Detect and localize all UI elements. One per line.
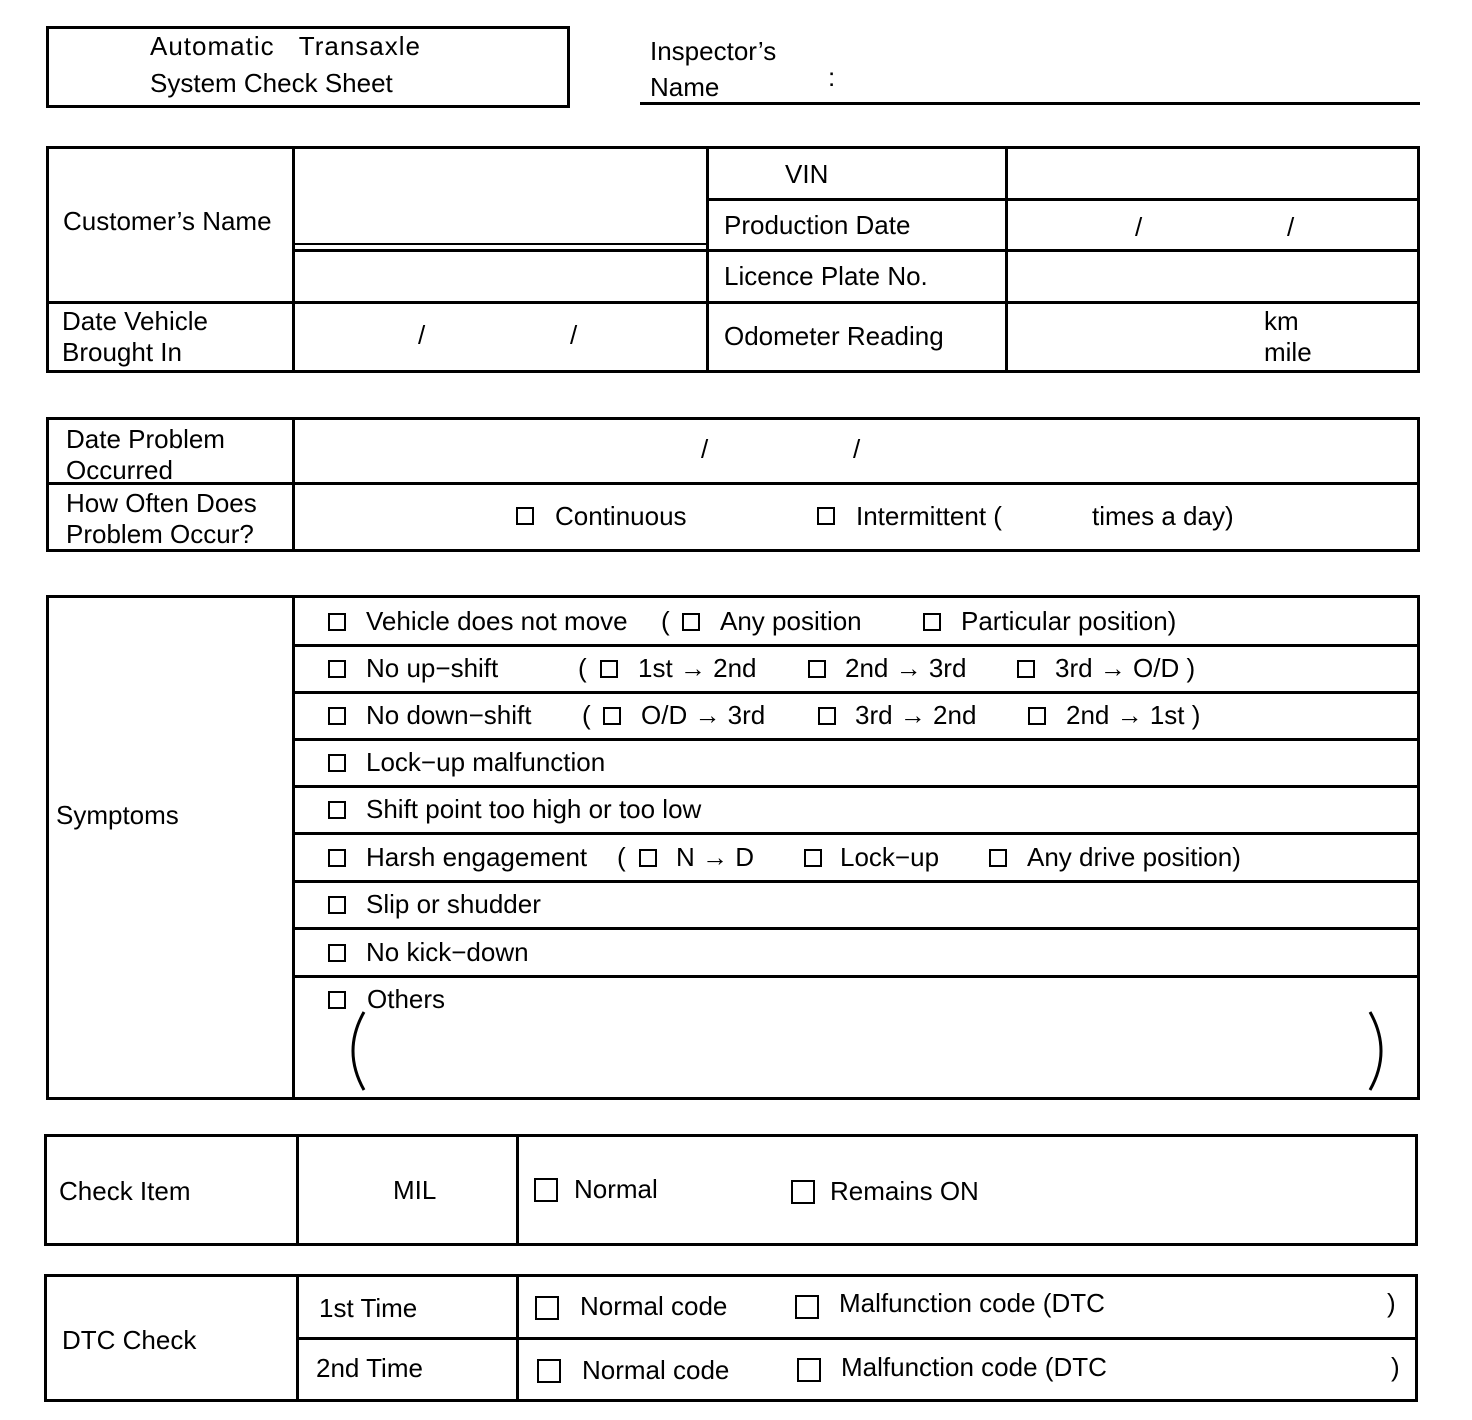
odometer-input[interactable] xyxy=(1012,310,1256,368)
date-brought-label-line2: Brought In xyxy=(62,337,182,367)
form-title-line2: System Check Sheet xyxy=(150,68,393,98)
upshift-3rd-od-label: 3rd → O/D ) xyxy=(1055,653,1196,683)
date-brought-label-line1: Date Vehicle xyxy=(62,306,208,336)
symptom-shift-point-label: Shift point too high or too low xyxy=(366,794,702,824)
dtc-second-normal-label: Normal code xyxy=(582,1355,730,1385)
dtc-second-normal-checkbox[interactable] xyxy=(537,1359,561,1383)
symptom-no-move-label: Vehicle does not move xyxy=(366,606,628,636)
harsh-open-paren: ( xyxy=(617,842,626,872)
upshift-2nd-3rd-label: 2nd → 3rd xyxy=(845,653,967,683)
production-date-label: Production Date xyxy=(724,210,911,240)
symptom-slip-label: Slip or shudder xyxy=(366,889,541,919)
frequency-label-line2: Problem Occur? xyxy=(66,519,254,549)
date-brought-slash-1: / xyxy=(418,320,426,350)
inspector-colon: : xyxy=(828,62,836,92)
symptoms-label: Symptoms xyxy=(56,800,179,830)
dtc-second-time-label: 2nd Time xyxy=(316,1353,423,1383)
form-title-line1: Automatic Transaxle xyxy=(150,31,421,61)
harsh-lockup-checkbox[interactable] xyxy=(804,849,822,867)
vin-input[interactable] xyxy=(1012,152,1416,196)
inspector-label-line2: Name xyxy=(650,72,720,102)
frequency-label-line1: How Often Does xyxy=(66,488,257,518)
mil-normal-checkbox[interactable] xyxy=(534,1178,558,1202)
symptom-kickdown-label: No kick−down xyxy=(366,937,529,967)
others-input[interactable] xyxy=(372,1024,1366,1082)
date-problem-slash-1: / xyxy=(701,434,709,464)
harsh-lockup-label: Lock−up xyxy=(840,842,940,872)
dtc-first-time-label: 1st Time xyxy=(319,1293,418,1323)
production-date-slash-2: / xyxy=(1287,212,1295,242)
inspector-label-line1: Inspector’s xyxy=(650,36,777,66)
symptom-others-label: Others xyxy=(367,984,446,1014)
dtc-first-normal-checkbox[interactable] xyxy=(535,1296,559,1320)
inspector-underline xyxy=(640,102,1420,105)
symptom-no-move-open-paren: ( xyxy=(661,606,670,636)
symptom-harsh-label: Harsh engagement xyxy=(366,842,588,872)
symptom-harsh-checkbox[interactable] xyxy=(328,849,346,867)
dtc-second-close-paren: ) xyxy=(1391,1352,1400,1382)
inspector-name-input[interactable] xyxy=(850,62,1414,100)
downshift-od-3rd-checkbox[interactable] xyxy=(603,707,621,725)
downshift-2nd-1st-checkbox[interactable] xyxy=(1028,707,1046,725)
upshift-1st-2nd-checkbox[interactable] xyxy=(600,660,618,678)
mil-remains-on-label: Remains ON xyxy=(830,1176,979,1206)
dtc-second-malfunction-checkbox[interactable] xyxy=(797,1358,821,1382)
symptom-no-downshift-checkbox[interactable] xyxy=(328,707,346,725)
symptom-lockup-checkbox[interactable] xyxy=(328,754,346,772)
downshift-3rd-2nd-label: 3rd → 2nd xyxy=(855,700,977,730)
symptom-shift-point-checkbox[interactable] xyxy=(328,801,346,819)
others-left-bracket xyxy=(340,1008,370,1094)
odometer-label: Odometer Reading xyxy=(724,321,944,351)
odometer-unit-mile: mile xyxy=(1264,337,1312,367)
licence-plate-input[interactable] xyxy=(1012,255,1416,299)
others-right-bracket xyxy=(1364,1008,1394,1094)
upshift-3rd-od-checkbox[interactable] xyxy=(1017,660,1035,678)
check-item-label: Check Item xyxy=(59,1176,191,1206)
dtc-first-malfunction-label: Malfunction code (DTC xyxy=(839,1288,1105,1318)
symptom-no-downshift-label: No down−shift xyxy=(366,700,532,730)
customer-name-input[interactable] xyxy=(298,152,702,240)
dtc-first-malfunction-checkbox[interactable] xyxy=(795,1295,819,1319)
any-position-checkbox[interactable] xyxy=(682,613,700,631)
upshift-2nd-3rd-checkbox[interactable] xyxy=(808,660,826,678)
symptom-kickdown-checkbox[interactable] xyxy=(328,944,346,962)
upshift-1st-2nd-label: 1st → 2nd xyxy=(638,653,757,683)
customer-name-label: Customer’s Name xyxy=(63,206,272,236)
dtc-first-normal-label: Normal code xyxy=(580,1291,728,1321)
dtc-second-code-input[interactable] xyxy=(1132,1352,1386,1390)
check-item-table xyxy=(44,1134,1418,1246)
times-a-day-label: times a day) xyxy=(1092,501,1234,531)
date-problem-label-line1: Date Problem xyxy=(66,424,225,454)
symptom-no-upshift-label: No up−shift xyxy=(366,653,499,683)
dtc-first-close-paren: ) xyxy=(1387,1288,1396,1318)
odometer-unit-km: km xyxy=(1264,306,1299,336)
mil-label: MIL xyxy=(393,1175,437,1205)
downshift-3rd-2nd-checkbox[interactable] xyxy=(818,707,836,725)
no-upshift-open-paren: ( xyxy=(578,653,587,683)
customer-name-input-2[interactable] xyxy=(298,256,702,298)
symptom-others-checkbox[interactable] xyxy=(328,991,346,1009)
downshift-od-3rd-label: O/D → 3rd xyxy=(641,700,766,730)
particular-position-checkbox[interactable] xyxy=(923,613,941,631)
downshift-2nd-1st-label: 2nd → 1st ) xyxy=(1066,700,1201,730)
any-position-label: Any position xyxy=(720,606,862,636)
symptom-lockup-label: Lock−up malfunction xyxy=(366,747,606,777)
harsh-any-drive-label: Any drive position) xyxy=(1027,842,1241,872)
particular-position-label: Particular position) xyxy=(961,606,1177,636)
continuous-label: Continuous xyxy=(555,501,687,531)
dtc-check-label: DTC Check xyxy=(62,1325,197,1355)
date-problem-slash-2: / xyxy=(853,434,861,464)
licence-plate-label: Licence Plate No. xyxy=(724,261,928,291)
dtc-first-code-input[interactable] xyxy=(1130,1288,1384,1326)
symptom-no-move-checkbox[interactable] xyxy=(328,613,346,631)
no-downshift-open-paren: ( xyxy=(582,700,591,730)
mil-normal-label: Normal xyxy=(574,1174,658,1204)
harsh-n-d-label: N → D xyxy=(676,842,754,872)
production-date-slash-1: / xyxy=(1135,212,1143,242)
vin-label: VIN xyxy=(785,159,829,189)
mil-remains-on-checkbox[interactable] xyxy=(791,1180,815,1204)
intermittent-checkbox[interactable] xyxy=(817,507,835,525)
intermittent-label: Intermittent ( xyxy=(856,501,1002,531)
dtc-second-malfunction-label: Malfunction code (DTC xyxy=(841,1352,1107,1382)
harsh-n-d-checkbox[interactable] xyxy=(639,849,657,867)
harsh-any-drive-checkbox[interactable] xyxy=(989,849,1007,867)
symptom-slip-checkbox[interactable] xyxy=(328,896,346,914)
date-problem-label-line2: Occurred xyxy=(66,455,173,485)
continuous-checkbox[interactable] xyxy=(516,507,534,525)
date-brought-slash-2: / xyxy=(570,320,578,350)
symptom-no-upshift-checkbox[interactable] xyxy=(328,660,346,678)
